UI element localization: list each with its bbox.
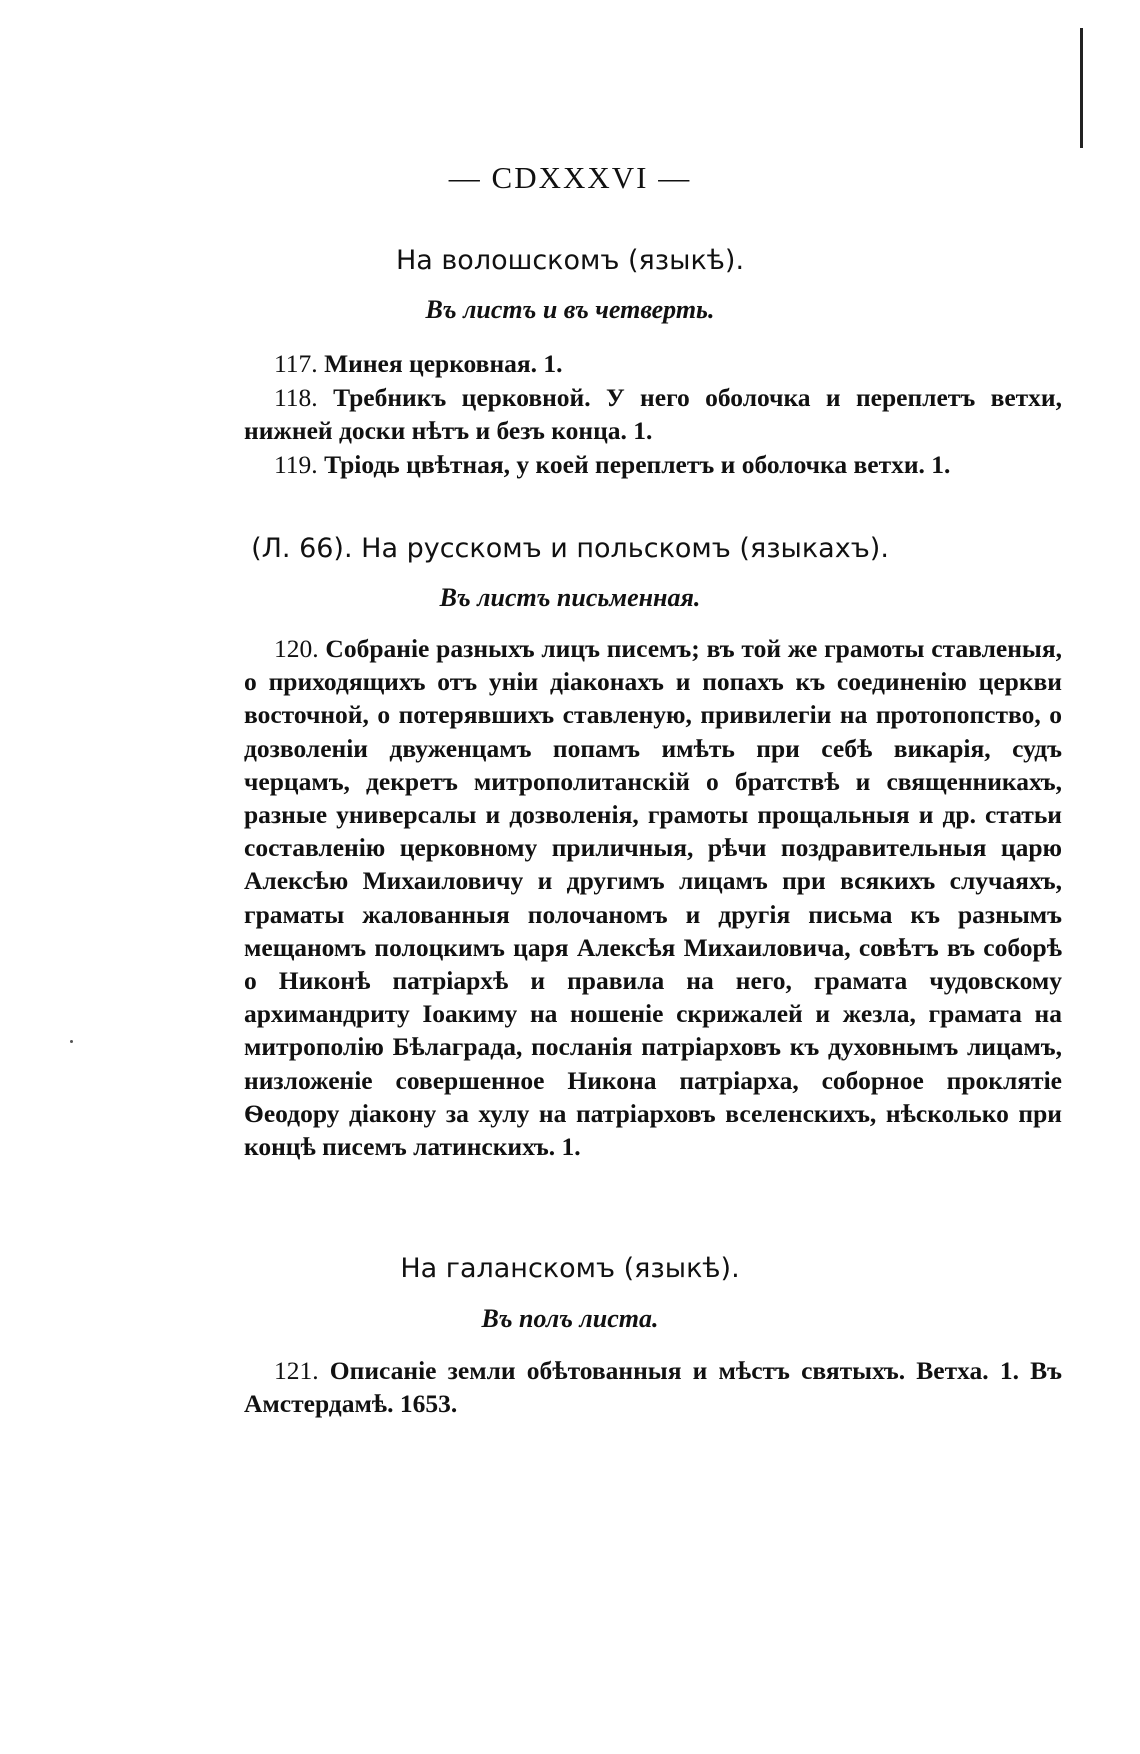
entry-number: 118. bbox=[274, 383, 318, 412]
entry-text: Минея церковная. 1. bbox=[324, 349, 563, 378]
catalog-entry bbox=[244, 347, 1062, 380]
entry-text: Описаніе земли обѣтованныя и мѣстъ святыхъ. Ветха. 1. Въ Амстердамѣ. 1653. bbox=[244, 1356, 1062, 1419]
entry-number: 119. bbox=[274, 450, 318, 479]
entry-text: Требникъ церковной. У него оболочка и переплетъ ветхи, нижней доски нѣтъ и безъ конца. 1. bbox=[244, 383, 1062, 446]
heading-text: На русскомъ и польскомъ (языкахъ). bbox=[361, 533, 889, 564]
folio-reference: (Л. 66). bbox=[251, 533, 353, 564]
section-heading-dutch: На галанскомъ (языкѣ). bbox=[400, 1253, 740, 1284]
page-number: — CDXXXVI — bbox=[448, 160, 692, 195]
section-heading-russian-polish bbox=[0, 533, 1140, 564]
entry-number: 121. bbox=[274, 1356, 319, 1385]
scan-speck bbox=[70, 1040, 73, 1043]
entry-text: Тріодь цвѣтная, у коей переплетъ и оболочка ветхи. 1. bbox=[324, 450, 951, 479]
section-heading-wallachian: На волошскомъ (языкѣ). bbox=[395, 245, 745, 276]
format-label: Въ листъ и въ четверть. bbox=[425, 295, 715, 324]
format-label: Въ листъ письменная. bbox=[439, 583, 701, 612]
entry-number: 120. bbox=[274, 634, 319, 663]
scan-edge-line bbox=[1080, 28, 1083, 148]
entry-text: Собраніе разныхъ лицъ писемъ; въ той же грамоты ставленыя, о приходящихъ отъ уніи діаконахъ и попахъ къ соединенію церкви восточной, о потерявшихъ ставленую, привилегіи на протопопство, о дозволеніи двуженцамъ попамъ имѣть при себѣ викарія, судъ черцамъ, декретъ митрополитанскій о братствѣ и священникахъ, разные универсалы и дозволенія, грамоты прощальныя и др. статьи составленію церковному приличныя, рѣчи поздравительныя царю Алексѣю Михаиловичу и другимъ лицамъ при всякихъ случаяхъ, граматы жалованныя полочаномъ и другія письма къ разнымъ мещаномъ полоцкимъ царя Алексѣя Михаиловича, совѣтъ въ соборѣ о Никонѣ патріархѣ и правила на него, грамата чудовскому архимандриту Іоакиму на ношеніе скрижалей и жезла, грамата на митрополію Бѣлаграда, посланія патріарховъ къ духовнымъ лицамъ, низложеніе совершенное Никона патріарха, соборное проклятіе Ѳеодору діакону за хулу на патріарховъ вселенскихъ, нѣсколько при концѣ писемъ латинскихъ. 1. bbox=[244, 634, 1062, 1162]
catalog-entry bbox=[244, 448, 1062, 481]
catalog-entry bbox=[244, 1354, 1062, 1420]
catalog-entry bbox=[244, 632, 1062, 1163]
entry-number: 117. bbox=[274, 349, 318, 378]
format-label: Въ полъ листа. bbox=[481, 1304, 659, 1333]
catalog-entry bbox=[244, 381, 1062, 447]
